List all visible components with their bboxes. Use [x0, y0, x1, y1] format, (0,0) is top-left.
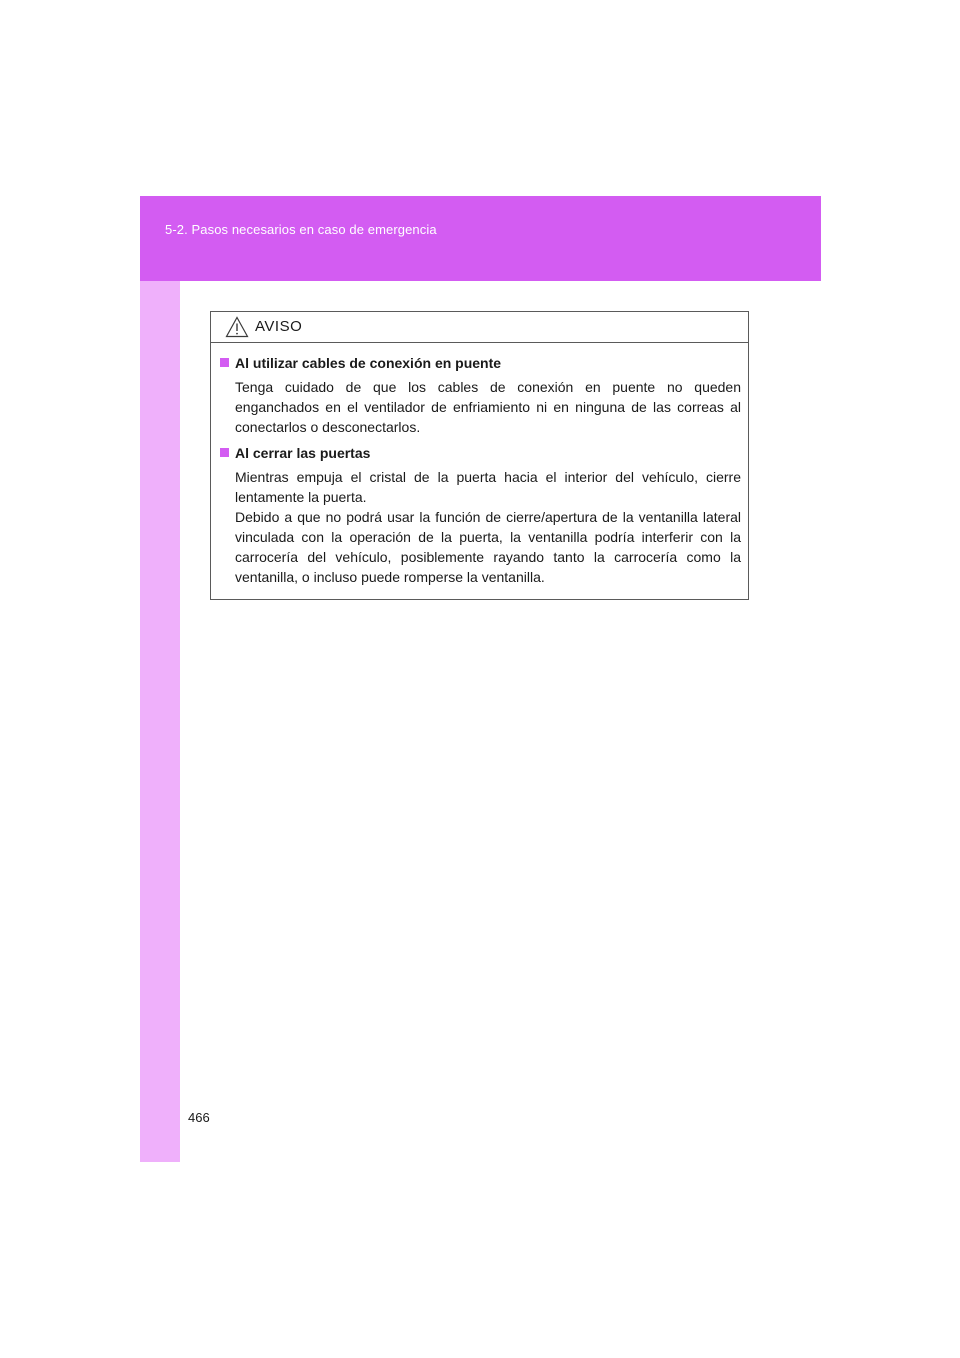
- header-band: [140, 196, 821, 281]
- warning-label: AVISO: [255, 318, 303, 335]
- item-heading-text: Al cerrar las puertas: [235, 445, 371, 461]
- section-title: 5-2. Pasos necesarios en caso de emergencia: [165, 222, 437, 237]
- item-heading: [218, 353, 741, 373]
- item-heading-text: Al utilizar cables de conexión en puente: [235, 355, 502, 371]
- square-bullet-icon: [220, 448, 229, 457]
- page-number: 466: [188, 1110, 210, 1125]
- item-text: [218, 377, 741, 437]
- paragraph: Mientras empuja el cristal de la puerta hacia el interior del vehículo, cierre lentamente la puerta.: [235, 469, 741, 505]
- square-bullet-icon: [220, 358, 229, 367]
- side-strip: [140, 281, 180, 1162]
- warning-triangle-icon: [225, 316, 249, 338]
- paragraph: Tenga cuidado de que los cables de conexión en puente no queden enganchados en el ventilador de enfriamiento ni en ninguna de las correas al conectarlos o desconectarlos.: [235, 379, 741, 435]
- item-text: [218, 467, 741, 587]
- item-heading: [218, 443, 741, 463]
- warning-box: [210, 311, 749, 600]
- warning-header: [211, 312, 748, 343]
- warning-body: [211, 343, 748, 587]
- paragraph: Debido a que no podrá usar la función de cierre/apertura de la ventanilla lateral vinculada con la operación de la puerta, la ventanilla podría interferir con la carrocería del vehículo, posiblemente rayando tanto la carrocería como la ventanilla, o incluso puede romperse la ventanilla.: [235, 509, 741, 585]
